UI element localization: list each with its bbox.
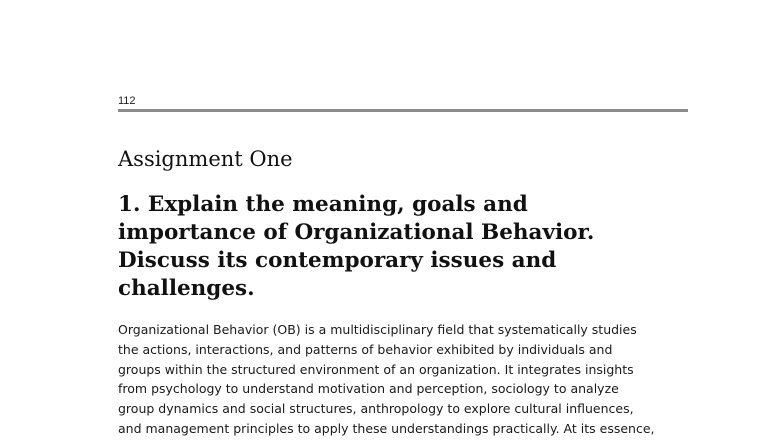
question-heading	[118, 191, 678, 303]
body-line: groups within the structured environment of an organization. It integrates insights	[118, 361, 634, 377]
question-heading-line: Discuss its contemporary issues and	[118, 248, 557, 273]
body-line: and management principles to apply these understandings practically. At its essence,	[118, 420, 655, 436]
body-line: Organizational Behavior (OB) is a multidisciplinary field that systematically studies	[118, 322, 637, 337]
body-line: the actions, interactions, and patterns of behavior exhibited by individuals and	[118, 341, 613, 357]
body-line: group dynamics and social structures, anthropology to explore cultural influences,	[118, 401, 634, 417]
assignment-title: Assignment One	[118, 147, 293, 171]
question-heading-line: importance of Organizational Behavior.	[118, 220, 595, 245]
question-heading-line: 1. Explain the meaning, goals and	[118, 192, 528, 217]
body-line: from psychology to understand motivation and perception, sociology to analyze	[118, 381, 619, 397]
header-rule	[118, 109, 688, 112]
body-paragraph	[118, 320, 678, 439]
question-heading-line: challenges.	[118, 276, 255, 301]
page-number: 112	[118, 95, 136, 107]
